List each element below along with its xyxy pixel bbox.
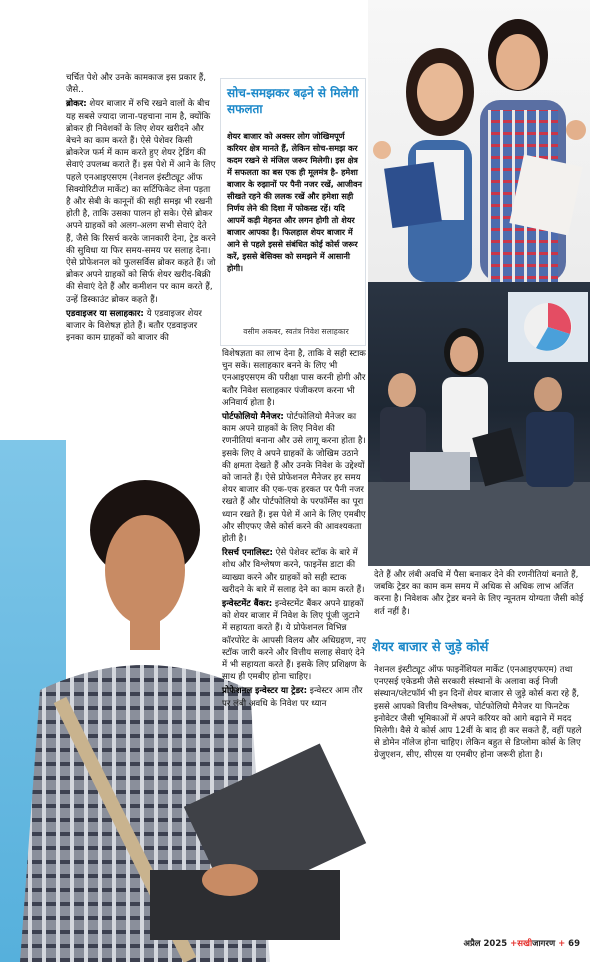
investment-banker-paragraph: [222, 598, 367, 683]
article-column-right-top: [374, 569, 584, 620]
courses-section-heading: शेयर बाजार से जुड़े कोर्स: [372, 640, 489, 655]
research-analyst-paragraph: [222, 547, 367, 596]
research-analyst-heading: रिसर्च एनालिस्ट:: [222, 548, 273, 559]
investment-banker-heading: इन्वेस्टमेंट बैंकर:: [222, 599, 273, 610]
office-illustration: [368, 282, 590, 566]
advisor-paragraph: [66, 308, 216, 345]
broker-paragraph: [66, 98, 216, 305]
advisor-text: ये एडवाइजर शेयर बाजार के विशेषज्ञ होते हैं। बतौर एडवाइजर इनका काम ग्राहकों को बाजार की: [66, 308, 202, 344]
footer-brand: सखी: [517, 939, 533, 949]
broker-heading: ब्रोकर:: [66, 99, 87, 110]
research-analyst-text: ऐसे पेशेवर स्टॉक के बारे में शोध और विश्लेषण करने, फाइनेंस डाटा की व्याख्या करने और ग्राहकों को सही स्टाक खरीदने के बारे में सलाह देने का काम करते हैं।: [222, 548, 365, 595]
students-photo: [368, 0, 590, 282]
advisor-heading: एडवाइजर या सलाहकार:: [66, 308, 144, 319]
highlight-body: शेयर बाजार को अक्सर लोग जोखिमपूर्ण करियर क्षेत्र मानते हैं, लेकिन सोच-समझ कर कदम रखने से मंजिल जरूर मिलेगी। इस क्षेत्र में सफलता का बस एक ही मूलमंत्र है- हमेशा बाजार के रुझानों पर पैनी नजर रखें, आजीवन सीखते रहने की ललक रखें और हमेशा सही निर्णय लेने की दिशा में फोकस्ड रहें। यदि आपमें कड़ी मेहनत और लगन होगी तो शेयर बाजार आपका है। फिलहाल शेयर बाजार में आने से पहले इससे संबंधित कोई कोर्स जरूर करें, इससे बेसिक्स को समझने में आसानी होगी।: [227, 131, 362, 273]
article-column-middle: [222, 348, 367, 712]
portfolio-manager-text: पोर्टफोलियो मैनेजर का काम अपने ग्राहकों के लिए निवेश की रणनीतियां बनाना और उसे लागू करना होता है। इसके लिए वे अपने ग्राहकों के जोखिम उठाने की क्षमता देखते हैं और उनके निवेश के उद्देश्यों को जानते हैं। ऐसे प्रोफेशनल मैनेजर हर समय शेयर बाजार की एक-एक हरकत पर पैनी नजर रखते हैं और पोर्टफोलियो के परफॉर्मेंस का पूरा ध्यान रखते हैं। इस पेशे में आने के लिए एमबीए और सीएफए जैसे कोर्स करने की आवश्यकता होती है।: [222, 412, 366, 545]
portfolio-manager-heading: पोर्टफोलियो मैनेजर:: [222, 412, 284, 423]
investor-trader-continued: देते हैं और लंबी अवधि में पैसा बनाकर देने की रणनीतियां बनाते हैं, जबकि ट्रेडर का काम कम समय में अधिक से अधिक लाभ अर्जित करना है। निवेशक और ट्रेडर बनने के लिए न्यूनतम योग्यता जैसी कोई शर्त नहीं है।: [374, 570, 584, 617]
courses-paragraph: नेशनल इंस्टीट्यूट ऑफ फाइनेंशियल मार्केट (एनआइएफएम) तथा एनएसई एकेडमी जैसे सरकारी संस्थानों के अलावा कई निजी संस्थान/प्लेटफॉर्म भी इन दिनों शेयर बाजार से जुड़े कोर्स करा रहे हैं, इससे आपको वित्तीय विश्लेषक, पोर्टफोलियो मैनेजर या फिनटेक इनोवेटर जैसी भूमिकाओं में अपने करियर को आगे बढ़ाने में मदद मिलेगी। वैसे ये कोर्स आप 12वीं के बाद ही कर सकते हैं, वहीं पहले से डोमेन नॉलेज होना चाहिए। लेकिन बहुत से डिप्लोमा कोर्स के लिए ग्रेजुएशन, सीए, सीएस या एमबीए होना जरूरी होता है।: [374, 665, 582, 761]
highlight-box: [220, 78, 366, 346]
page-number: 69: [568, 939, 580, 949]
investment-banker-text: इन्वेस्टमेंट बैंकर अपने ग्राहकों को शेयर बाजार में निवेश के लिए पूंजी जुटाने में सहायता करते हैं। ये प्रोफेशनल विभिन्न कॉरपोरेट के आपसी विलय और अधिग्रहण, नए स्टॉक जारी करने और वित्तीय सलाह सेवाएं देने में भी सहायता करते हैं। इसके लिए प्रशिक्षण के साथ ही एमबीए होना चाहिए।: [222, 599, 367, 683]
footer-separator-icon: +: [510, 939, 518, 949]
page-footer: [463, 938, 580, 949]
investor-trader-heading: प्रोफेशनल इन्वेस्टर या ट्रेडर:: [222, 686, 308, 697]
footer-separator-icon: +: [558, 939, 566, 949]
students-illustration: [368, 0, 590, 282]
highlight-quote-attribution: वसीम अकबर, स्वतंत्र निवेश सलाहकार: [243, 327, 349, 336]
footer-brand-suffix: जागरण: [532, 939, 556, 949]
article-column-right-bottom: [374, 664, 584, 764]
investor-trader-paragraph: [222, 685, 367, 709]
article-column-left: [66, 72, 216, 346]
highlight-title: सोच-समझकर बढ़ने से मिलेगी सफलता: [227, 86, 359, 117]
portfolio-manager-paragraph: [222, 411, 367, 545]
investor-trader-text: इन्वेस्टर आम तौर पर लंबी अवधि के निवेश पर ध्यान: [222, 686, 363, 709]
broker-text: शेयर बाजार में रुचि रखने वालों के बीच यह सबसे ज्यादा जाना-पहचाना नाम है, क्योंकि ब्रोकर ही निवेशकों के लिए शेयर खरीदने और बेचने का काम करते हैं। ऐसे पेशेवर किसी ब्रोकरेज फर्म में काम करते हुए शेयर ट्रेडिंग की सेवाएं उपलब्ध कराते हैं। इस पेशे में आने के लिए पहले एनआइएसएम (नेशनल इंस्टीट्यूट ऑफ सिक्योरिटीज मार्केट) का सर्टिफिकेट लेना पड़ता है और सेबी के कानूनों की सही समझ भी रखनी होती है, ताकि उसका पालन हो सके। ऐसे ब्रोकर अपने ग्राहकों को अलग-अलग सभी सेवाएं देते हैं, जैसे कि रिसर्च करके जानकारी देना, ट्रेड करने की सुविधा या फिर समय-समय पर सलाह देना। ऐसे प्रोफेशनल को फुलसर्विस ब्रोकर कहते हैं। जो ब्रोकर अपने ग्राहकों को सिर्फ शेयर खरीद-बिक्री की सेवाएं देते हैं और कमीशन पर काम करते हैं, उन्हें डिस्काउंट ब्रोकर कहते हैं।: [66, 99, 216, 305]
footer-month: अप्रैल 2025: [463, 939, 508, 949]
office-team-photo: [368, 282, 590, 566]
advisor-continued: विशेषज्ञता का लाभ देना है, ताकि वे सही स्टाक चुन सकें। सलाहकार बनने के लिए भी एनआइएसएम की परीक्षा पास करनी होगी और बतौर निवेश सलाहकार पंजीकरण करना भी अनिवार्य होता है।: [222, 349, 366, 408]
intro-text: चर्चित पेशे और उनके कामकाज इस प्रकार हैं, जैसे..: [66, 73, 206, 96]
